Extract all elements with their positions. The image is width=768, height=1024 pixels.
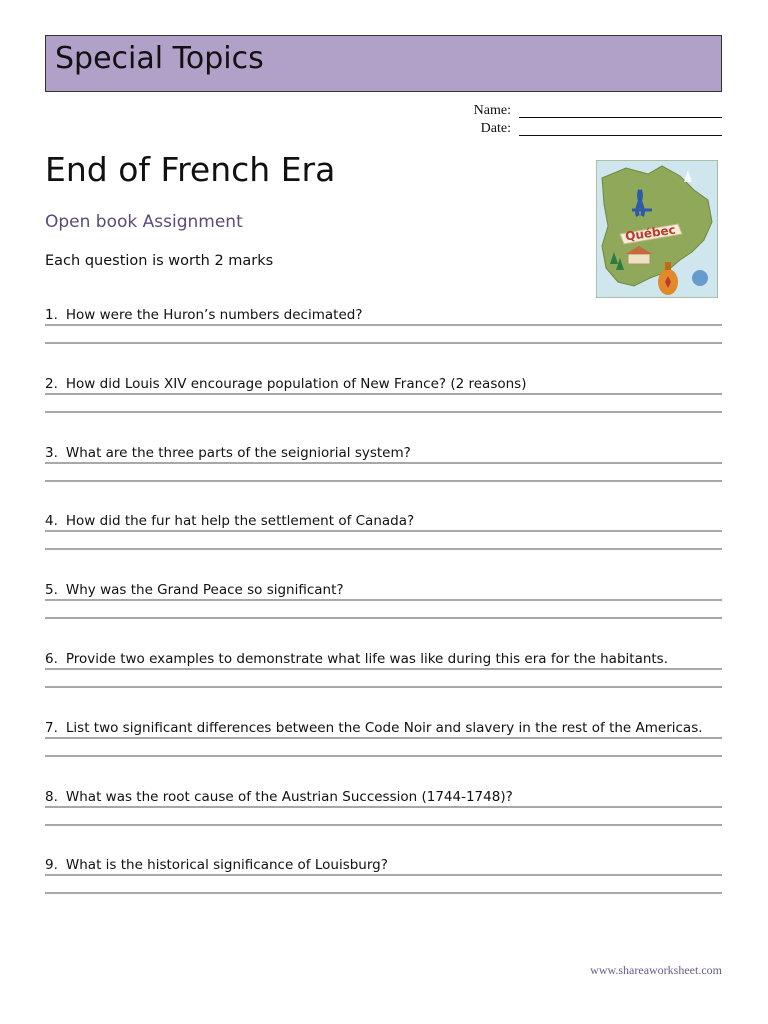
answer-line[interactable] [45,755,722,757]
question-item [45,720,722,770]
header-title: Special Topics [55,41,264,76]
question-number: 7. [45,719,58,736]
answer-line[interactable] [45,480,722,482]
name-line[interactable] [519,101,722,118]
answer-line[interactable] [45,548,722,550]
question-text [45,582,344,598]
question-body: What is the historical significance of Louisburg? [65,857,388,874]
answer-line[interactable] [45,599,722,601]
question-body: What are the three parts of the seigniorial system? [65,444,411,461]
date-line[interactable] [519,119,722,136]
header-banner [45,35,722,92]
question-number: 5. [45,582,58,599]
answer-line[interactable] [45,530,722,532]
question-number: 8. [45,788,58,805]
name-label: Name: [473,103,511,118]
question-number: 6. [45,651,58,667]
question-number: 1. [45,307,58,323]
question-number: 4. [45,513,58,530]
question-number: 9. [45,857,58,874]
question-number: 3. [45,444,58,461]
answer-line[interactable] [45,411,722,413]
page-subtitle: Open book Assignment [45,212,243,232]
question-item [45,651,722,701]
date-label: Date: [480,121,511,136]
question-text [45,307,363,323]
question-text [45,789,513,805]
question-item [45,582,722,632]
question-item [45,376,722,426]
question-text [45,376,526,392]
answer-line[interactable] [45,617,722,619]
answer-line[interactable] [45,342,722,344]
footer-website: www.shareaworksheet.com [590,963,722,977]
question-text [45,651,668,667]
answer-line[interactable] [45,874,722,876]
question-body: How were the Huron’s numbers decimated? [65,307,363,323]
quebec-map-icon [596,160,718,298]
question-text [45,513,414,529]
question-text [45,445,411,461]
question-item [45,307,722,357]
name-field [474,100,722,118]
answer-line[interactable] [45,668,722,670]
page-title: End of French Era [45,150,336,189]
answer-line[interactable] [45,686,722,688]
question-body: Why was the Grand Peace so significant? [65,582,344,599]
answer-line[interactable] [45,737,722,739]
date-field [481,118,722,136]
question-item [45,445,722,495]
answer-line[interactable] [45,393,722,395]
question-body: List two significant differences between the Code Noir and slavery in the rest of the Americas. [65,719,703,736]
question-item [45,857,722,907]
answer-line[interactable] [45,462,722,464]
question-text [45,857,388,873]
question-body: How did the fur hat help the settlement of Canada? [65,513,415,530]
question-item [45,513,722,563]
answer-line[interactable] [45,824,722,826]
answer-line[interactable] [45,324,722,326]
map-label: Québec [624,222,677,244]
question-number: 2. [45,375,58,392]
answer-line[interactable] [45,806,722,808]
question-body: How did Louis XIV encourage population of New France? (2 reasons) [65,375,527,392]
question-body: What was the root cause of the Austrian Succession (1744-1748)? [65,788,513,805]
instructions: Each question is worth 2 marks [45,253,274,269]
question-body: Provide two examples to demonstrate what life was like during this era for the habitants. [65,651,669,667]
answer-line[interactable] [45,892,722,894]
question-item [45,789,722,839]
question-text [45,720,703,736]
